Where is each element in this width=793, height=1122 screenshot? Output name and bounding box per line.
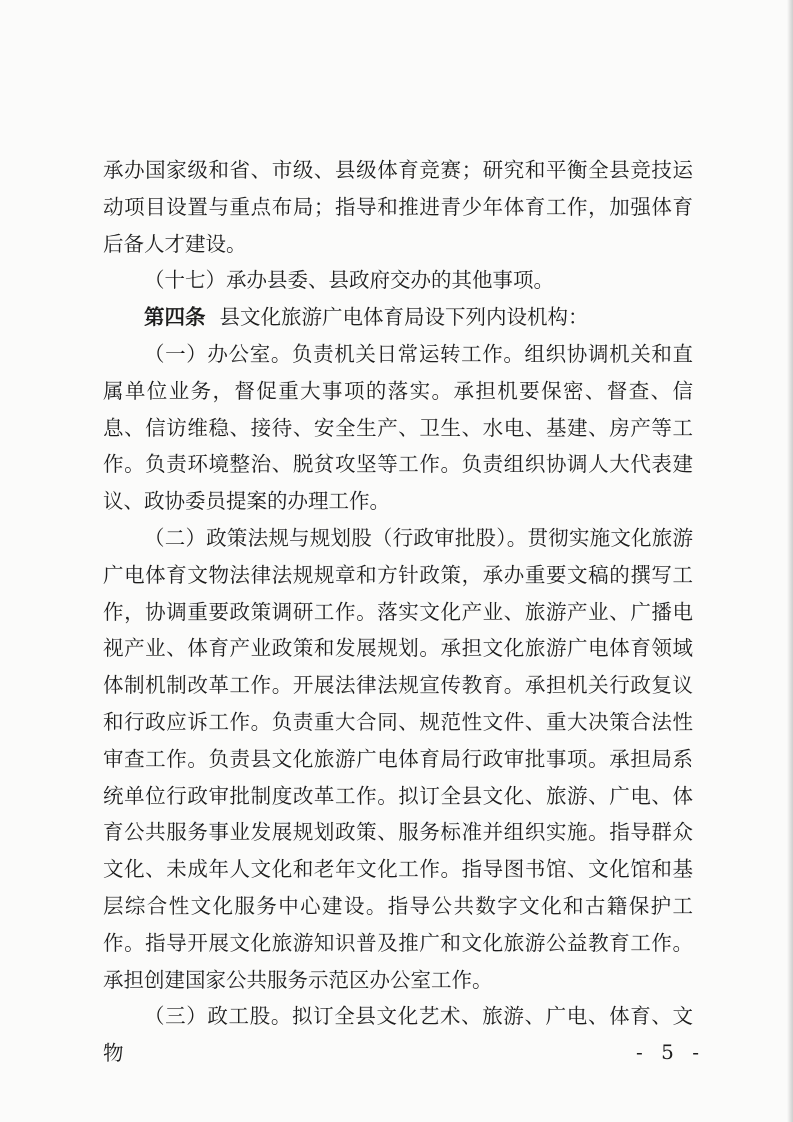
paragraph-item-17: （十七）承办县委、县政府交办的其他事项。 xyxy=(144,268,554,293)
paragraph-continuation: 承办国家级和省、市级、县级体育竞赛；研究和平衡全县竞技运动项目设置与重点布局；指导和推进青少年体育工作，加强体育后备人才建设。 xyxy=(103,158,693,256)
article-four xyxy=(103,299,693,336)
page-number: - 5 - xyxy=(636,1040,705,1064)
paragraph-policy-regulation: （二）政策法规与规划股（行政审批股）。贯彻实施文化旅游广电体育文物法律法规规章和方针政策，承办重要文稿的撰写工作，协调重要政策调研工作。落实文化产业、旅游产业、广播电视产业、体育产业政策和发展规划。承担文化旅游广电体育领域体制机制改革工作。开展法律法规宣传教育。承担机关行政复议和行政应诉工作。负责重大合同、规范性文件、重大决策合法性审查工作。负责县文化旅游广电体育局行政审批事项。承担局系统单位行政审批制度改革工作。拟订全县文化、旅游、广电、体育公共服务事业发展规划政策、服务标准并组织实施。指导群众文化、未成年人文化和老年文化工作。指导图书馆、文化馆和基层综合性文化服务中心建设。指导公共数字文化和古籍保护工作。指导开展文化旅游知识普及推广和文化旅游公益教育工作。承担创建国家公共服务示范区办公室工作。 xyxy=(103,525,693,992)
document-body xyxy=(103,152,693,1072)
article-text: 县文化旅游广电体育局设下列内设机构： xyxy=(219,305,589,330)
article-label: 第四条 xyxy=(144,305,206,330)
page-edge-shadow xyxy=(787,0,793,1122)
paragraph-political-work: （三）政工股。拟订全县文化艺术、旅游、广电、体育、文物 xyxy=(103,1004,693,1066)
paragraph-office: （一）办公室。负责机关日常运转工作。组织协调机关和直属单位业务，督促重大事项的落实。承担机要保密、督查、信息、信访维稳、接待、安全生产、卫生、水电、基建、房产等工作。负责环境整治、脱贫攻坚等工作。负责组织协调人大代表建议、政协委员提案的办理工作。 xyxy=(103,341,693,514)
